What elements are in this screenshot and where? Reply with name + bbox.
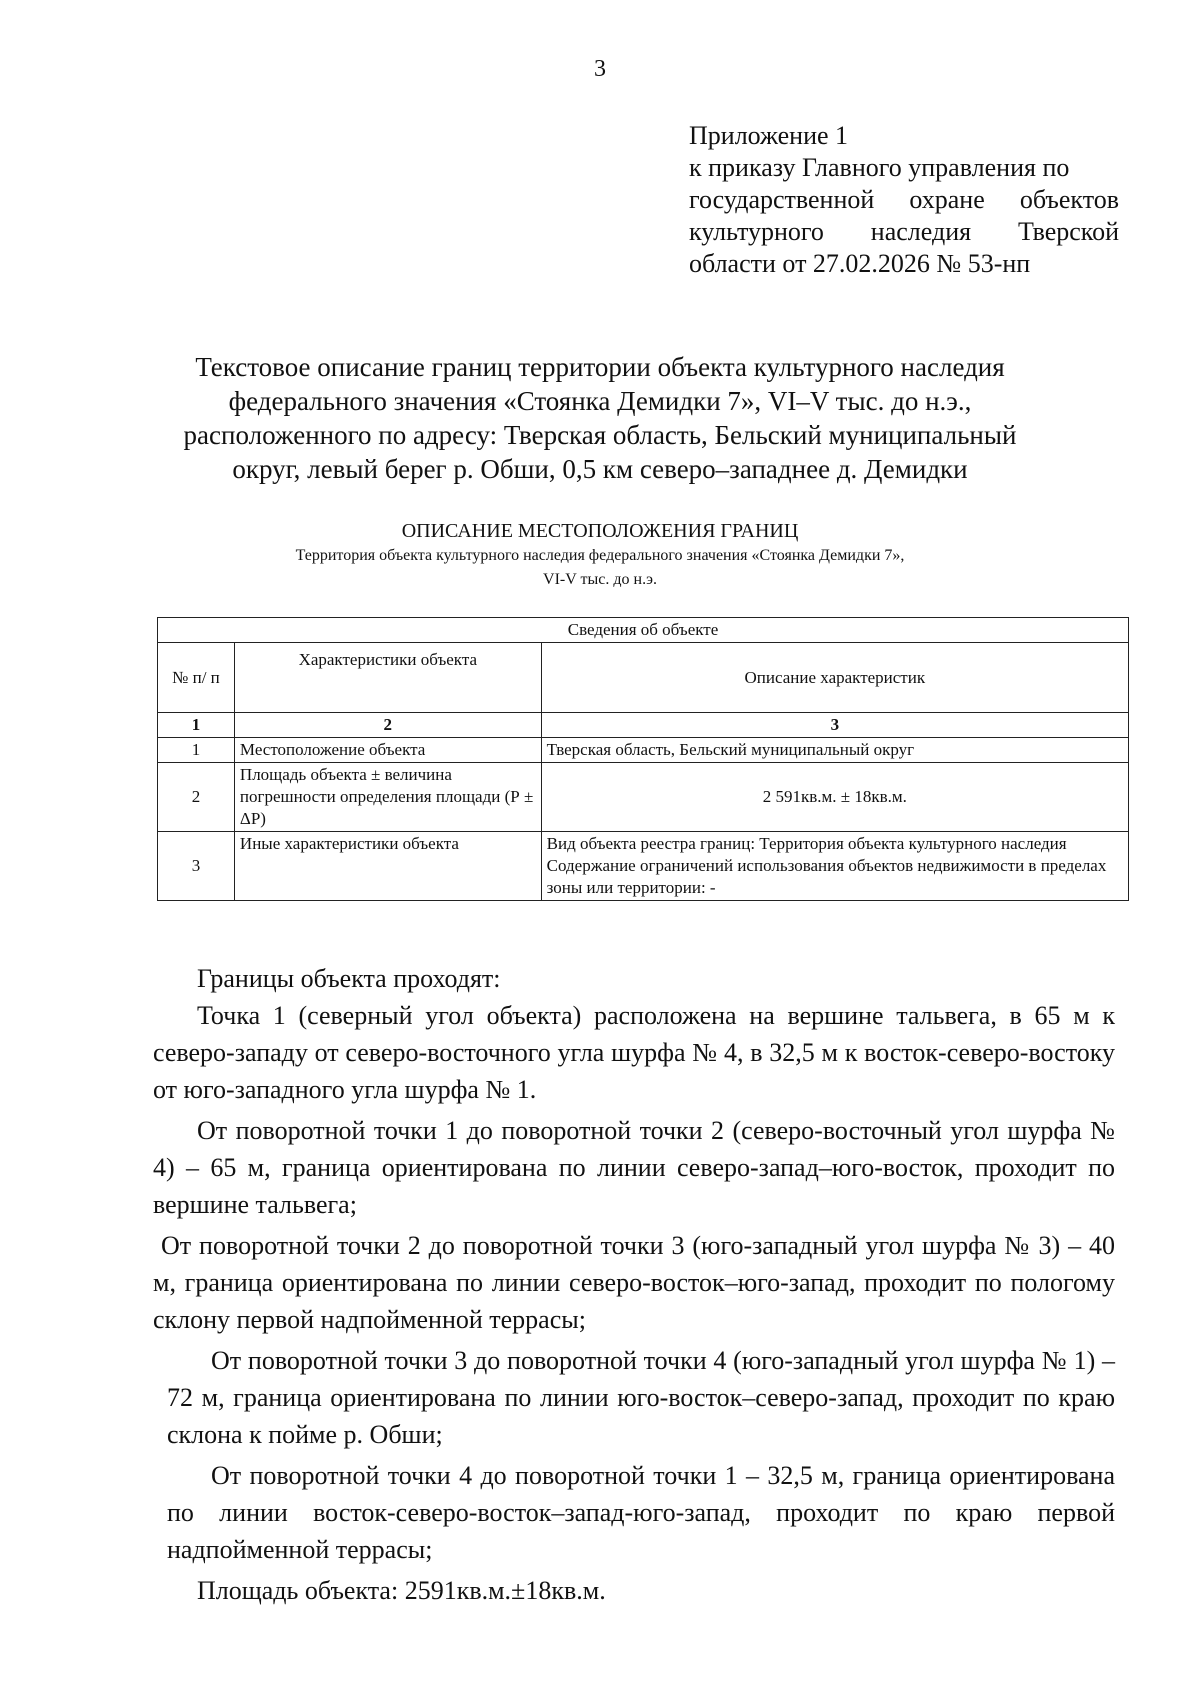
paragraph: Границы объекта проходят: bbox=[197, 964, 501, 993]
appendix-line: культурного наследия Тверской bbox=[689, 217, 1119, 246]
row-description-part: Содержание ограничений использования объектов недвижимости в пределах зоны или территории: - bbox=[546, 856, 1107, 897]
paragraph: От поворотной точки 4 до поворотной точки 1 – 32,5 м, граница ориентирована по линии восток-северо-восток–запад-юго-запад, проходит по краю первой надпойменной террасы; bbox=[167, 1461, 1115, 1564]
header-characteristic: Характеристики объекта bbox=[234, 643, 541, 713]
table-row bbox=[158, 763, 1129, 832]
col-number: 1 bbox=[158, 713, 235, 738]
page-number: 3 bbox=[594, 56, 606, 82]
row-characteristic: Иные характеристики объекта bbox=[234, 832, 541, 901]
row-description: Тверская область, Бельский муниципальный округ bbox=[541, 738, 1128, 763]
table-row bbox=[158, 832, 1129, 901]
table-header-row bbox=[158, 643, 1129, 713]
section-subheading: Территория объекта культурного наследия федерального значения «Стоянка Демидки 7», bbox=[295, 547, 905, 564]
title-line: Текстовое описание границ территории объекта культурного наследия bbox=[195, 352, 1005, 382]
paragraph: От поворотной точки 3 до поворотной точки 4 (юго-западный угол шурфа № 1) – 72 м, граница ориентирована по линии юго-восток–северо-запад, проходит по краю склона к пойме р. Обши; bbox=[167, 1346, 1115, 1449]
table-caption-row bbox=[158, 618, 1129, 643]
table-row bbox=[158, 738, 1129, 763]
table-column-numbers-row bbox=[158, 713, 1129, 738]
section-subheading: VI-V тыс. до н.э. bbox=[543, 571, 657, 588]
paragraph: От поворотной точки 1 до поворотной точки 2 (северо-восточный угол шурфа № 4) – 65 м, граница ориентирована по линии северо-запад–юго-восток, проходит по вершине тальвега; bbox=[153, 1116, 1115, 1219]
title-line: федерального значения «Стоянка Демидки 7», VI–V тыс. до н.э., bbox=[228, 386, 972, 416]
header-description: Описание характеристик bbox=[541, 643, 1128, 713]
title-line: округ, левый берег р. Обши, 0,5 км северо–западнее д. Демидки bbox=[232, 454, 968, 484]
row-characteristic: Площадь объекта ± величина погрешности определения площади (Р ± ΔР) bbox=[234, 763, 541, 832]
row-num: 3 bbox=[158, 832, 235, 901]
document-title bbox=[140, 350, 1060, 486]
row-num: 2 bbox=[158, 763, 235, 832]
boundary-description bbox=[153, 960, 1115, 1609]
appendix-line: государственной охране объектов bbox=[689, 185, 1119, 214]
appendix-header bbox=[689, 120, 1119, 280]
col-number: 2 bbox=[234, 713, 541, 738]
header-num: № п/ п bbox=[158, 643, 235, 713]
row-description bbox=[541, 832, 1128, 901]
paragraph: Площадь объекта: 2591кв.м.±18кв.м. bbox=[197, 1576, 606, 1605]
appendix-title: Приложение 1 bbox=[689, 121, 849, 150]
appendix-line: области от 27.02.2026 № 53-нп bbox=[689, 249, 1031, 278]
row-description-part: Вид объекта реестра границ: Территория объекта культурного наследия bbox=[546, 834, 1067, 853]
row-description: 2 591кв.м. ± 18кв.м. bbox=[541, 763, 1128, 832]
row-characteristic: Местоположение объекта bbox=[234, 738, 541, 763]
row-num: 1 bbox=[158, 738, 235, 763]
paragraph: Точка 1 (северный угол объекта) расположена на вершине тальвега, в 65 м к северо-западу от северо-восточного угла шурфа № 4, в 32,5 м к восток-северо-востоку от юго-западного угла шурфа № 1. bbox=[153, 1001, 1115, 1104]
paragraph: От поворотной точки 2 до поворотной точки 3 (юго-западный угол шурфа № 3) – 40 м, граница ориентирована по линии северо-восток–юго-запад, проходит по пологому склону первой надпойменной террасы; bbox=[153, 1231, 1115, 1334]
appendix-line: к приказу Главного управления по bbox=[689, 153, 1070, 182]
col-number: 3 bbox=[541, 713, 1128, 738]
title-line: расположенного по адресу: Тверская область, Бельский муниципальный bbox=[183, 420, 1017, 450]
object-info-table bbox=[157, 617, 1129, 901]
section-heading-caps: ОПИСАНИЕ МЕСТОПОЛОЖЕНИЯ ГРАНИЦ bbox=[401, 520, 799, 542]
section-heading bbox=[140, 518, 1060, 592]
table-caption: Сведения об объекте bbox=[158, 618, 1129, 643]
